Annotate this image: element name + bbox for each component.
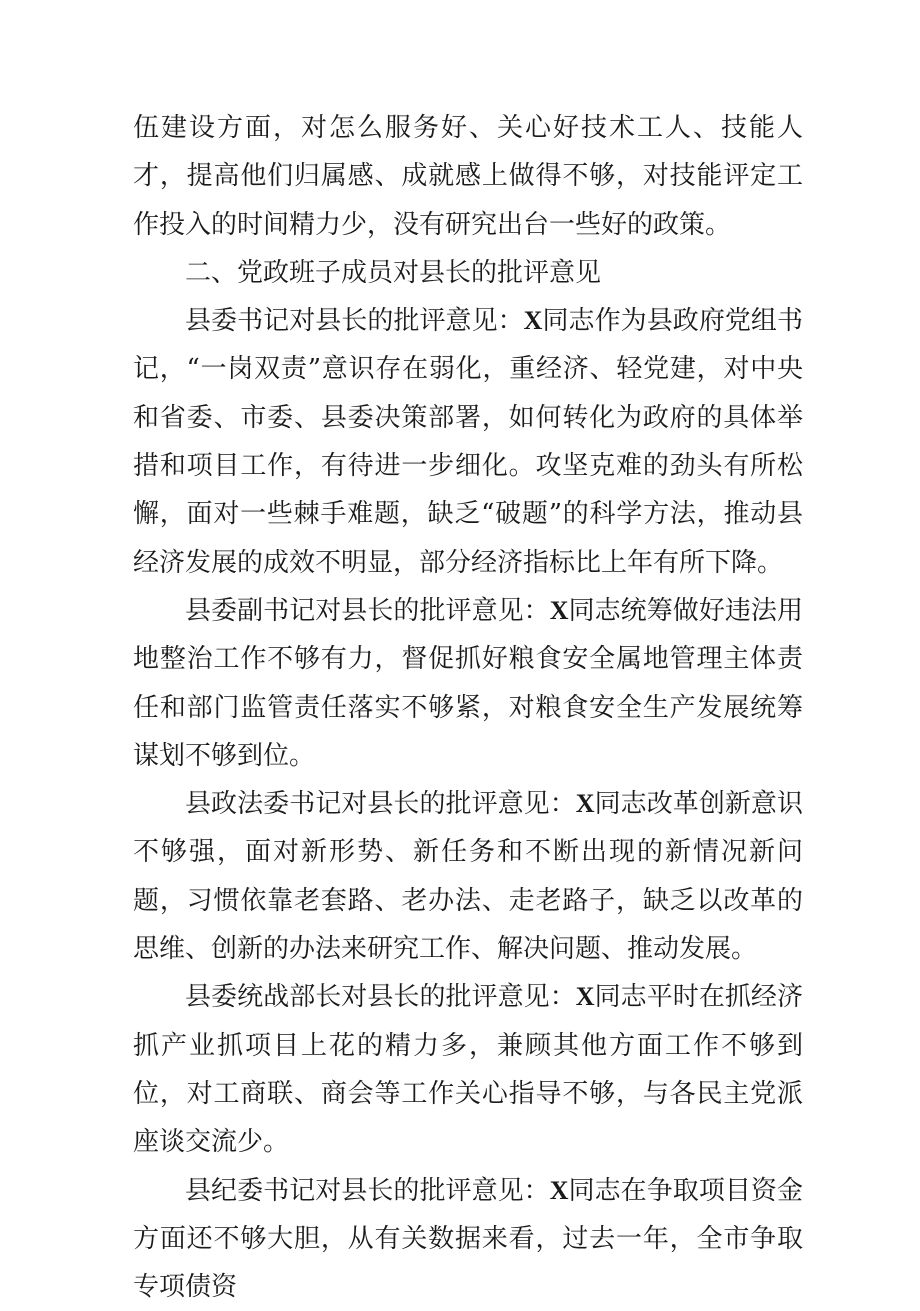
person-placeholder: X bbox=[575, 982, 595, 1012]
paragraph-text: 同志统筹做好违法用地整治工作不够有力，督促抓好粮食安全属地管理主体责任和部门监管责任落实不够紧，对粮食安全生产发展统筹谋划不够到位。 bbox=[133, 595, 803, 771]
person-placeholder: X bbox=[549, 595, 569, 625]
section-heading bbox=[133, 249, 803, 297]
paragraph-deputy-secretary bbox=[133, 587, 803, 780]
paragraph-united-front-minister bbox=[133, 973, 803, 1166]
person-placeholder: X bbox=[575, 789, 595, 819]
paragraph-county-secretary bbox=[133, 297, 803, 587]
paragraph-continuation bbox=[133, 104, 803, 249]
section-heading-text: 二、党政班子成员对县长的批评意见 bbox=[185, 257, 602, 288]
paragraph-lead: 县委副书记对县长的批评意见： bbox=[185, 595, 550, 626]
paragraph-text: 伍建设方面，对怎么服务好、关心好技术工人、技能人才，提高他们归属感、成就感上做得不够，对技能评定工作投入的时间精力少，没有研究出台一些好的政策。 bbox=[133, 113, 803, 240]
paragraph-discipline-secretary bbox=[133, 1167, 803, 1311]
person-placeholder: X bbox=[549, 1175, 569, 1205]
paragraph-text: 同志作为县政府党组书记，“一岗双责”意识存在弱化，重经济、轻党建，对中央和省委、市委、县委决策部署，如何转化为政府的具体举措和项目工作，有待进一步细化。攻坚克难的劲头有所松懈，面对一些棘手难题，缺乏“破题”的科学方法，推动县经济发展的成效不明显，部分经济指标比上年有所下降。 bbox=[133, 306, 803, 578]
paragraph-political-legal-secretary bbox=[133, 780, 803, 973]
person-placeholder: X bbox=[523, 306, 543, 336]
paragraph-lead: 县纪委书记对县长的批评意见： bbox=[185, 1175, 550, 1206]
paragraph-lead: 县委统战部长对县长的批评意见： bbox=[185, 982, 576, 1013]
paragraph-lead: 县政法委书记对县长的批评意见： bbox=[185, 789, 576, 820]
paragraph-lead: 县委书记对县长的批评意见： bbox=[185, 306, 524, 337]
paragraph-text: 同志在争取项目资金方面还不够大胆，从有关数据来看，过去一年，全市争取专项债资 bbox=[133, 1175, 803, 1303]
document-body bbox=[133, 104, 803, 1311]
paragraph-text: 同志改革创新意识不够强，面对新形势、新任务和不断出现的新情况新问题，习惯依靠老套路、老办法、走老路子，缺乏以改革的思维、创新的办法来研究工作、解决问题、推动发展。 bbox=[133, 789, 803, 965]
paragraph-text: 同志平时在抓经济抓产业抓项目上花的精力多，兼顾其他方面工作不够到位，对工商联、商会等工作关心指导不够，与各民主党派座谈交流少。 bbox=[133, 982, 803, 1158]
